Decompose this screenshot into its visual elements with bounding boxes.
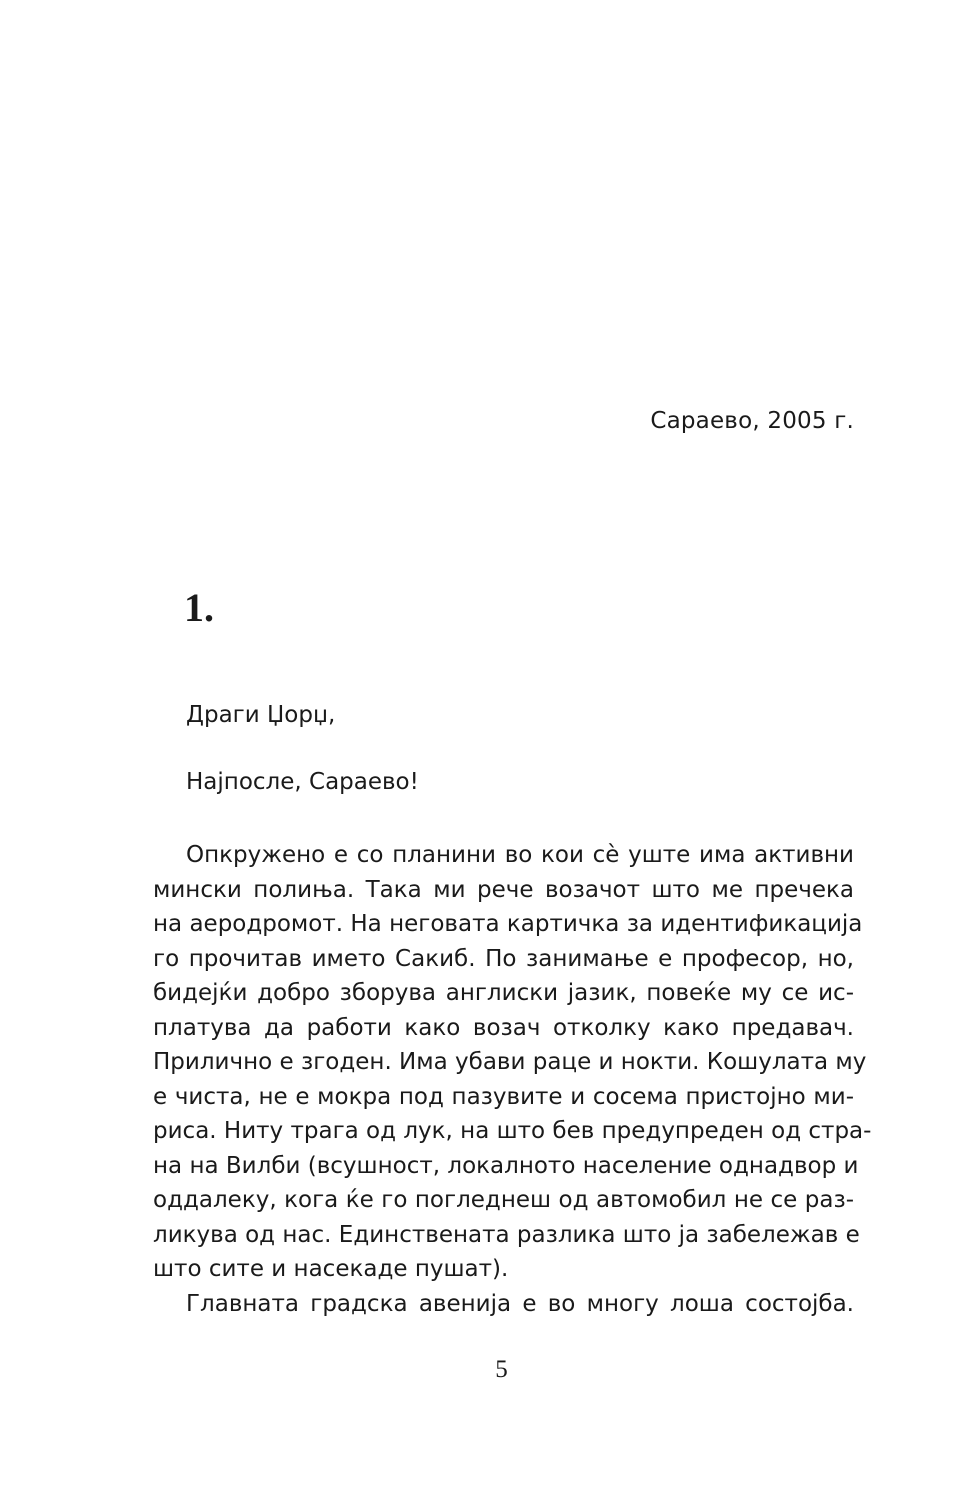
text-line: риса. Ниту трага од лук, на што бев предупреден од стра- (153, 1118, 872, 1144)
text-line: мински полиња. Така ми рече возачот што ме пречека (153, 876, 854, 903)
text-line: бидејќи добро зборува англиски јазик, повеќе му се ис- (153, 980, 854, 1006)
text-line: што сите и насекаде пушат). (153, 1256, 509, 1282)
text-line: платува да работи како возач отколку како предавач. (153, 1014, 854, 1041)
text-line: го прочитав името Сакиб. По занимање е професор, но, (153, 945, 854, 972)
text-line: на аеродромот. На неговата картичка за идентификација (153, 911, 863, 937)
text-line: е чиста, не е мокра под пазувите и сосема пристојно ми- (153, 1083, 854, 1110)
letter-opening: Најпосле, Сараево! (186, 769, 419, 795)
text-line: Главната градска авенија е во многу лоша состојба. (186, 1290, 854, 1317)
page-number: 5 (495, 1356, 508, 1383)
text-line: Прилично е згоден. Има убави раце и нокти. Кошулата му (153, 1049, 867, 1075)
chapter-number: 1. (184, 585, 214, 630)
text-line: оддалеку, кога ќе го погледнеш од автомобил не се раз- (153, 1187, 854, 1213)
text-line: ликува од нас. Единствената разлика што ја забележав е (153, 1221, 860, 1248)
text-line: Опкружено е со планини во кои сè уште има активни (186, 842, 854, 868)
letter-salutation: Драги Џорџ, (186, 702, 336, 728)
place-date: Сараево, 2005 г. (650, 408, 854, 434)
letter-body (153, 838, 872, 1321)
text-line: на на Вилби (всушност, локалното население однадвор и (153, 1152, 859, 1179)
